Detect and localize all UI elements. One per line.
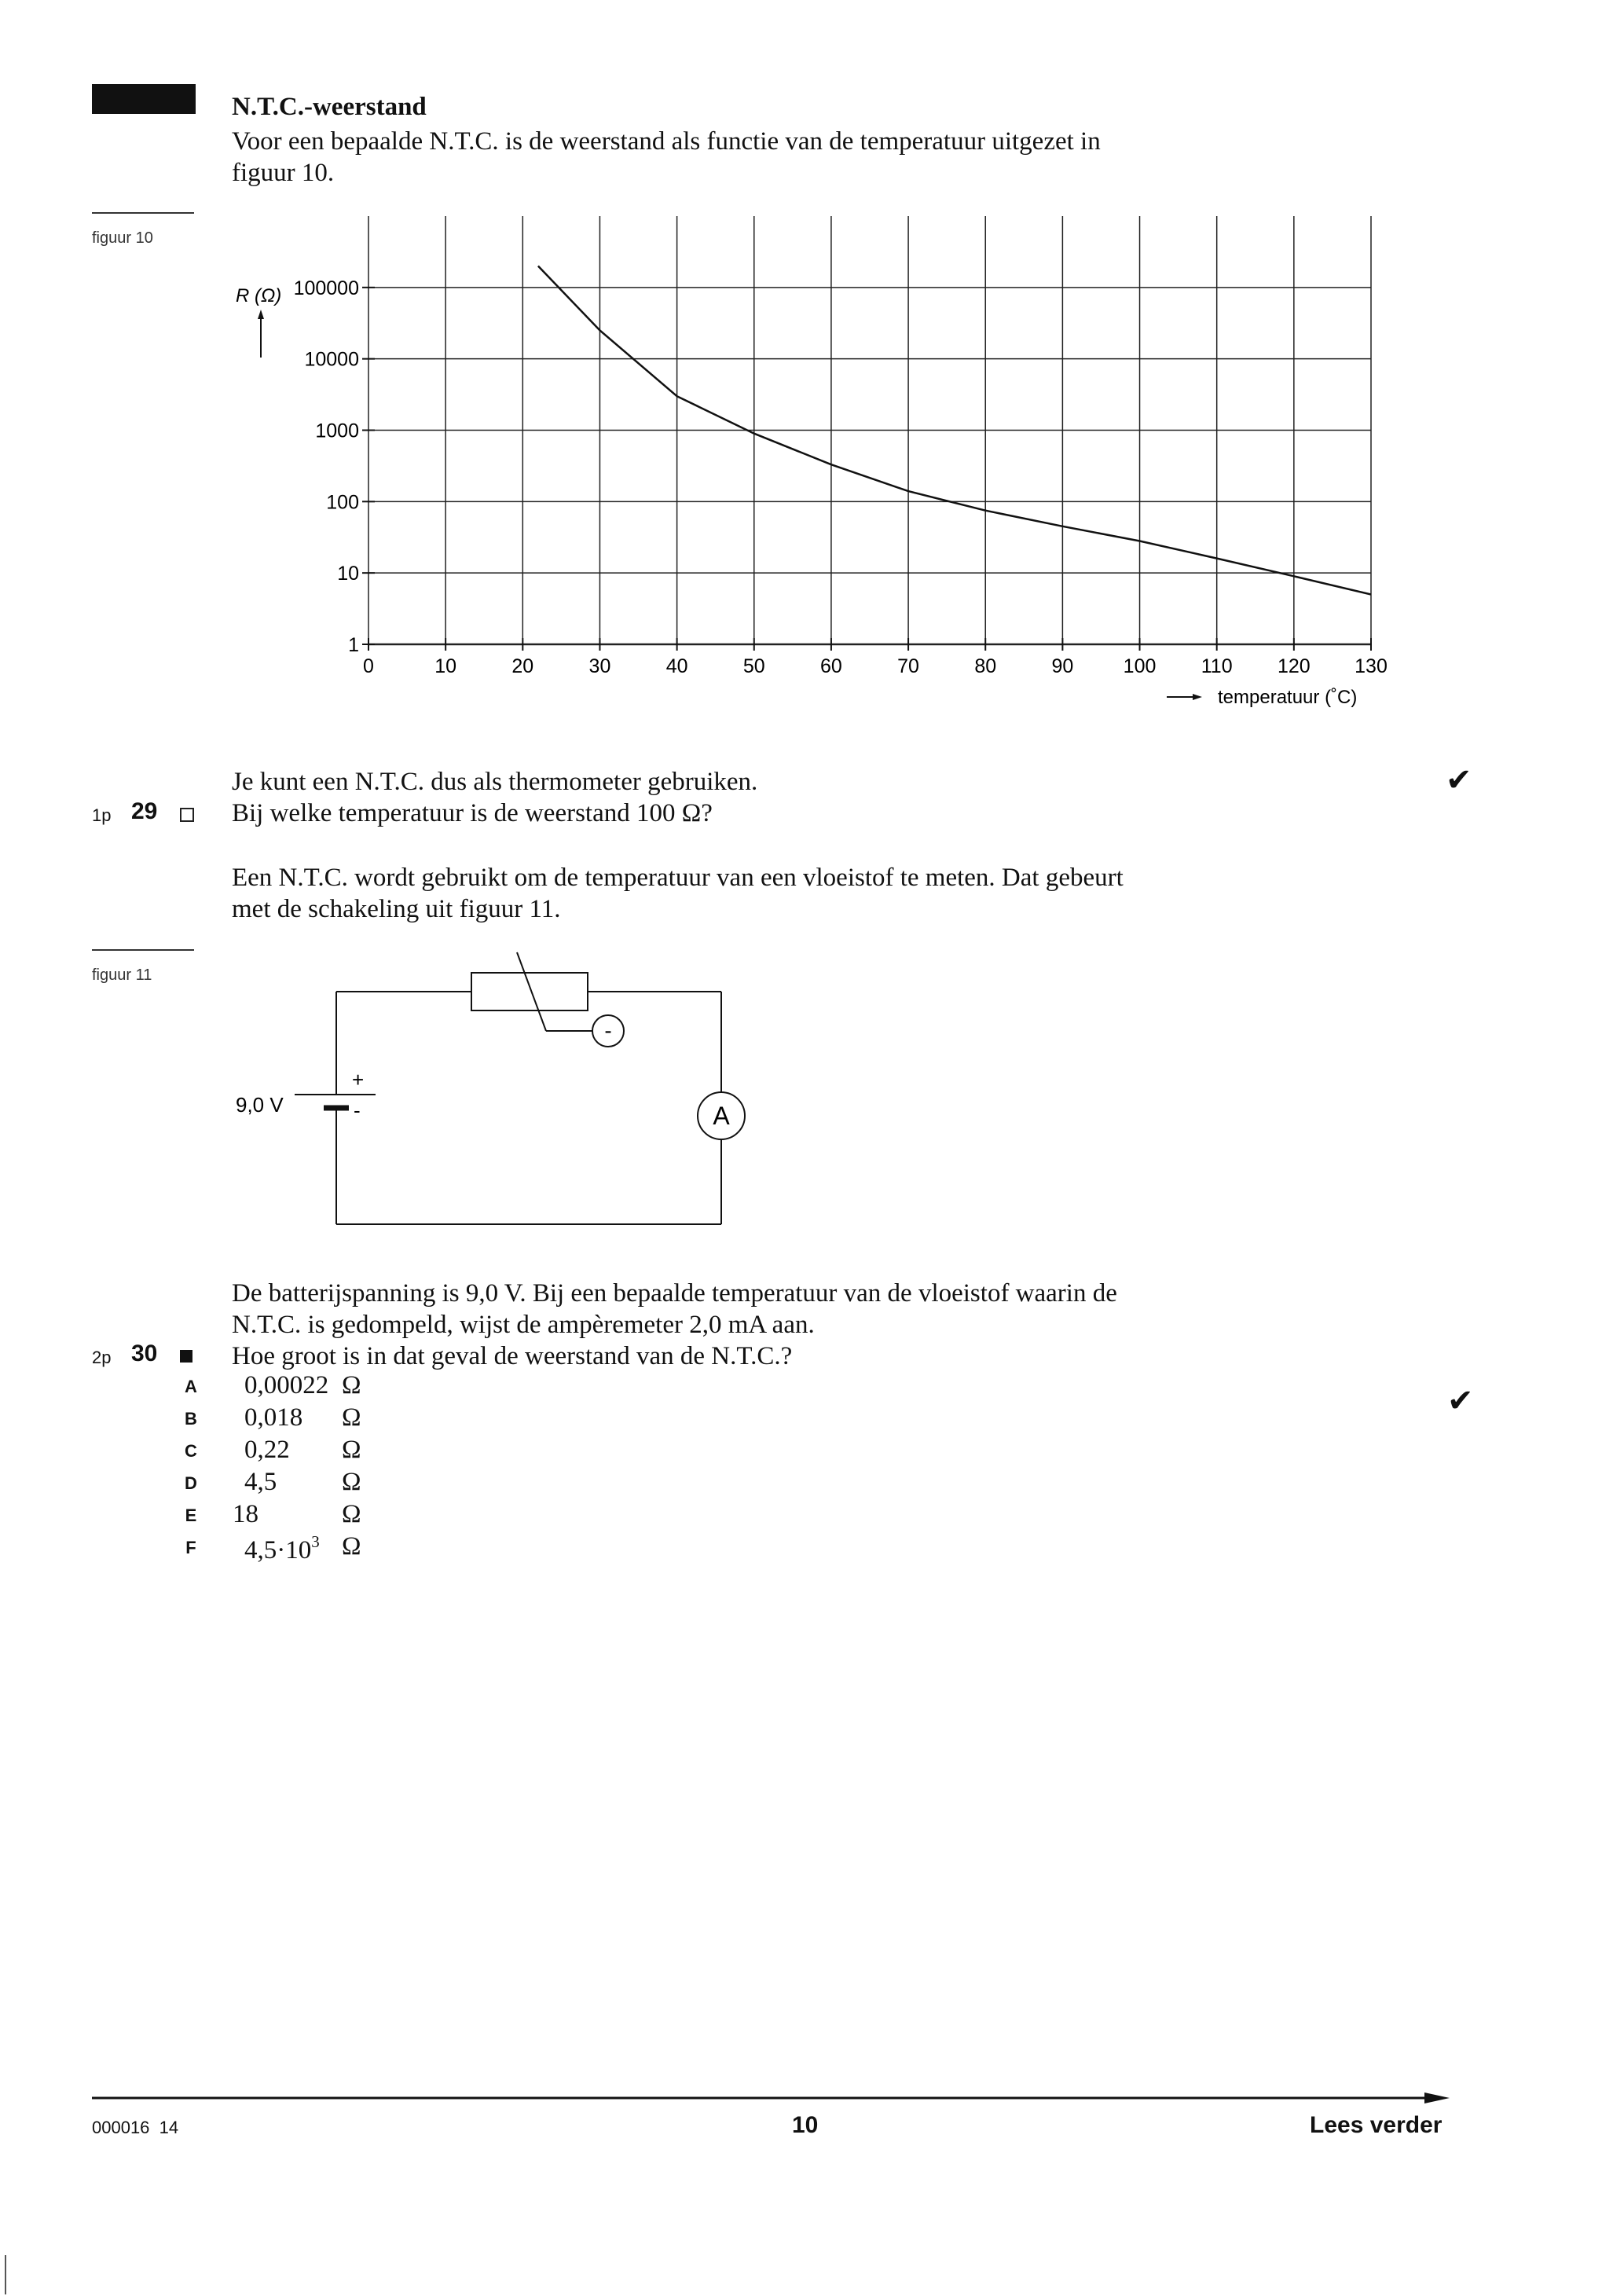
section-title: N.T.C.-weerstand [232, 93, 427, 121]
footer-next-label: Lees verder [1310, 2112, 1443, 2138]
q29-number: 29 [131, 798, 158, 824]
y-tick-label: 10000 [304, 348, 359, 371]
option-letter-d[interactable]: D [185, 1473, 197, 1493]
ntc-resistor [471, 973, 588, 1010]
text3-line-3: Hoe groot is in dat geval de weerstand van de N.T.C.? [232, 1342, 793, 1370]
x-tick-label: 10 [434, 655, 457, 677]
x-tick-label: 50 [742, 655, 765, 677]
x-tick-label: 40 [665, 655, 688, 677]
option-letter-e[interactable]: E [185, 1506, 197, 1525]
option-value-d: 4,5 [244, 1468, 277, 1496]
check-mark-icon-2: ✔ [1447, 1383, 1474, 1419]
y-tick-label: 100 [326, 491, 359, 514]
option-value-c: 0,22 [244, 1436, 290, 1464]
option-letter-a[interactable]: A [185, 1377, 197, 1396]
q29-checkbox[interactable] [180, 808, 194, 822]
figure10-rule [92, 212, 194, 214]
option-unit-c: Ω [342, 1436, 361, 1464]
y-unit-label: R (Ω) [236, 285, 282, 306]
battery-voltage: 9,0 V [236, 1093, 284, 1117]
option-value-b: 0,018 [244, 1403, 303, 1432]
option-letter-f[interactable]: F [185, 1538, 196, 1557]
x-tick-label: 120 [1277, 655, 1311, 677]
x-axis-label: temperatuur (˚C) [1218, 687, 1358, 708]
circuit-diagram [220, 943, 770, 1242]
option-letter-b[interactable]: B [185, 1409, 197, 1429]
x-tick-label: 30 [588, 655, 611, 677]
option-value-f [244, 1532, 320, 1565]
text3-line-2: N.T.C. is gedompeld, wijst de ampèremeter 2,0 mA aan. [232, 1311, 815, 1339]
ntc-sign: - [604, 1018, 612, 1043]
option-f-exponent: 3 [311, 1532, 320, 1551]
option-unit-a: Ω [342, 1371, 361, 1399]
x-tick-label: 0 [363, 655, 374, 677]
y-tick-label: 1 [348, 634, 359, 656]
text3-line-1: De batterijspanning is 9,0 V. Bij een bepaalde temperatuur van de vloeistof waarin de [232, 1279, 1117, 1308]
text1-line-1: Je kunt een N.T.C. dus als thermometer gebruiken. [232, 768, 758, 796]
option-unit-f: Ω [342, 1532, 361, 1561]
check-mark-icon-1: ✔ [1446, 762, 1472, 798]
x-tick-label: 110 [1201, 655, 1233, 677]
q30-number: 30 [131, 1341, 158, 1366]
left-margin-mark [5, 2255, 6, 2294]
y-arrow-head [258, 310, 264, 319]
x-tick-label: 130 [1355, 655, 1388, 677]
y-tick-label: 10 [337, 563, 359, 585]
q30-checkbox[interactable] [180, 1350, 192, 1363]
x-tick-label: 100 [1123, 655, 1157, 677]
footer-arrow-rule [92, 2090, 1451, 2106]
x-tick-label: 90 [1051, 655, 1074, 677]
figure10-label: figuur 10 [92, 229, 153, 247]
q29-points: 1p [92, 805, 112, 825]
intro-line-2: figuur 10. [232, 159, 335, 187]
x-tick-label: 20 [511, 655, 534, 677]
ntc-chart [220, 204, 1406, 723]
ammeter-symbol: A [713, 1102, 730, 1130]
battery-minus: - [354, 1098, 361, 1122]
y-tick-label: 1000 [315, 420, 359, 442]
text1-line-2: Bij welke temperatuur is de weerstand 100 Ω? [232, 799, 713, 827]
figure11-rule [92, 949, 194, 951]
y-tick-label: 100000 [293, 277, 359, 299]
x-arrow-head [1193, 694, 1202, 700]
option-value-a: 0,00022 [244, 1371, 329, 1399]
x-tick-label: 80 [974, 655, 997, 677]
option-letter-c[interactable]: C [185, 1441, 197, 1461]
battery-plus: + [352, 1068, 365, 1091]
text2-line-1: Een N.T.C. wordt gebruikt om de temperatuur van een vloeistof te meten. Dat gebeurt [232, 864, 1124, 892]
option-unit-e: Ω [342, 1500, 361, 1528]
x-tick-label: 60 [820, 655, 842, 677]
x-tick-label: 70 [897, 655, 919, 677]
q30-points: 2p [92, 1348, 112, 1367]
option-value-e: 18 [233, 1500, 258, 1528]
footer-page-number: 10 [792, 2112, 819, 2138]
section-marker-block [92, 84, 196, 114]
option-f-mantissa: 4,5·10 [244, 1536, 312, 1564]
intro-line-1: Voor een bepaalde N.T.C. is de weerstand als functie van de temperatuur uitgezet in [232, 127, 1101, 156]
footer-code: 000016 14 [92, 2118, 179, 2137]
figure11-label: figuur 11 [92, 966, 152, 984]
option-unit-b: Ω [342, 1403, 361, 1432]
text2-line-2: met de schakeling uit figuur 11. [232, 895, 561, 923]
option-unit-d: Ω [342, 1468, 361, 1496]
